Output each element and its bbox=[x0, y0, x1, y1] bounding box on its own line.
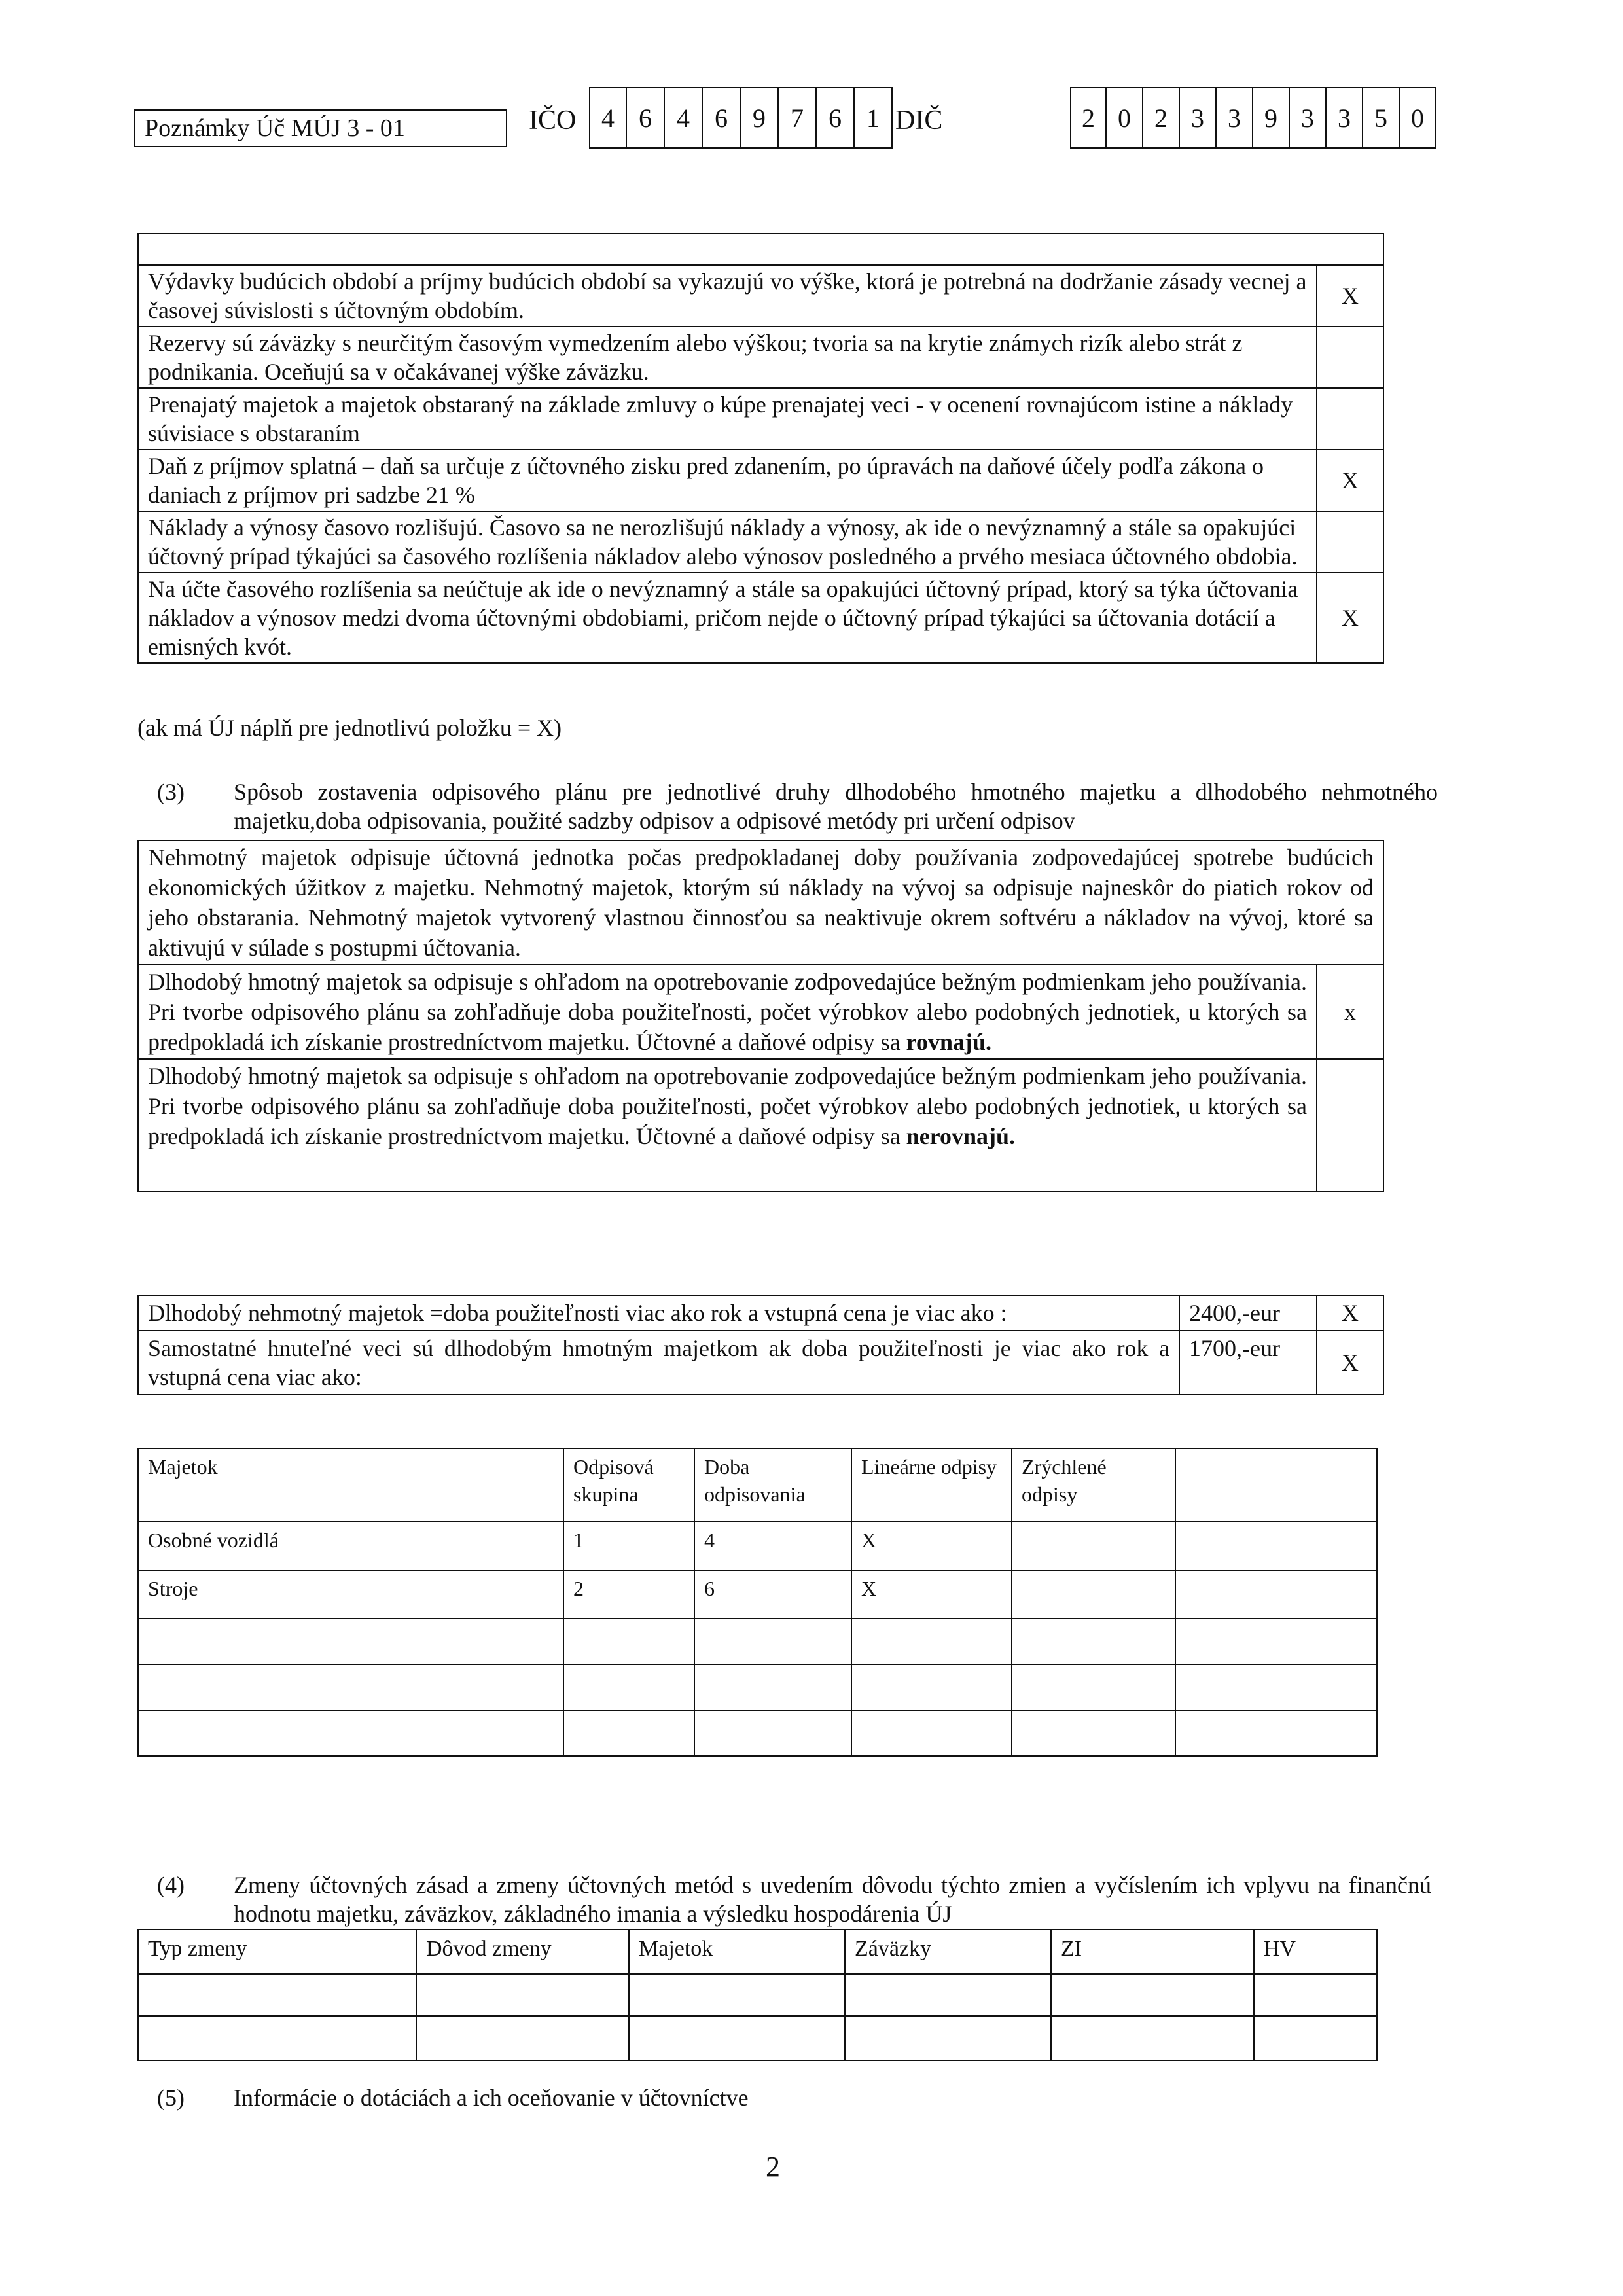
dic-digit: 0 bbox=[1107, 87, 1143, 149]
asset-header: Majetok bbox=[138, 1448, 563, 1522]
asset-header: Odpisová skupina bbox=[563, 1448, 694, 1522]
depreciation-text-body: Dlhodobý hmotný majetok sa odpisuje s ohľadom na opotrebovanie zodpovedajúce bežným podmienkam jeho používania. Pri tvorbe odpisového plánu sa zohľadňuje doba použiteľnosti, počet výrobkov alebo podobných jednotiek, u ktorých sa predpokladá ich získanie prostredníctvom majetku. Účtovné a daňové odpisy sa bbox=[148, 1063, 1307, 1149]
depreciation-table bbox=[137, 840, 1384, 1192]
table-header-row bbox=[138, 1448, 1377, 1522]
dic-digit: 0 bbox=[1400, 87, 1436, 149]
asset-cell bbox=[1012, 1710, 1175, 1756]
table-row bbox=[138, 965, 1383, 1059]
table-header-row bbox=[138, 1929, 1377, 1974]
depreciation-text-body: Nehmotný majetok odpisuje účtovná jednotka počas predpokladanej doby používania zodpovedajúcej spotrebe budúcich ekonomických úžitkov z majetku. Nehmotný majetok, ktorým sú náklady na vývoj sa odpisuje najneskôr do piatich rokov od jeho obstarania. Nehmotný majetok vytvorený vlastnou činnosťou sa neaktivuje okrem softvéru a nákladov na vývoj, ktoré sa aktivujú v súlade s postupmi účtovania. bbox=[148, 844, 1374, 961]
table-row bbox=[138, 2016, 1377, 2060]
section4-heading: Zmeny účtovných zásad a zmeny účtovných metód s uvedením dôvodu týchto zmien a vyčíslením ich vplyvu na finančnú hodnotu majetku, záväzkov, základného imania a výsledku hospodárenia ÚJ bbox=[234, 1872, 1431, 1927]
ico-digits bbox=[589, 87, 893, 149]
asset-header: Doba odpisovania bbox=[694, 1448, 851, 1522]
asset-cell: 4 bbox=[694, 1522, 851, 1570]
asset-cell: 2 bbox=[563, 1570, 694, 1619]
ico-digit: 6 bbox=[817, 87, 855, 149]
asset-cell bbox=[1012, 1522, 1175, 1570]
asset-cell: Osobné vozidlá bbox=[138, 1522, 563, 1570]
dic-digit: 2 bbox=[1143, 87, 1180, 149]
changes-cell bbox=[1254, 2016, 1377, 2060]
policy-text: Výdavky budúcich období a príjmy budúcich období sa vykazujú vo výške, ktorá je potrebná na dodržanie zásady vecnej a časovej súvislosti s účtovným obdobím. bbox=[138, 265, 1317, 327]
asset-cell bbox=[1175, 1522, 1377, 1570]
changes-cell bbox=[629, 1974, 845, 2016]
ico-digit: 4 bbox=[589, 87, 627, 149]
changes-header: Typ zmeny bbox=[138, 1929, 416, 1974]
ico-digit: 9 bbox=[741, 87, 779, 149]
asset-cell bbox=[851, 1619, 1012, 1664]
depreciation-text bbox=[138, 1059, 1317, 1191]
policies-note: (ak má ÚJ náplň pre jednotlivú položku = X) bbox=[137, 715, 562, 741]
asset-cell bbox=[563, 1664, 694, 1710]
table-row bbox=[138, 1974, 1377, 2016]
table-row bbox=[138, 1570, 1377, 1619]
dic-digit: 9 bbox=[1253, 87, 1290, 149]
asset-cell bbox=[563, 1710, 694, 1756]
table-row bbox=[138, 1059, 1383, 1191]
asset-cell bbox=[1175, 1710, 1377, 1756]
asset-cell: 6 bbox=[694, 1570, 851, 1619]
asset-cell bbox=[851, 1710, 1012, 1756]
dic-digits bbox=[1070, 87, 1436, 149]
changes-table bbox=[137, 1929, 1378, 2061]
table-row bbox=[138, 327, 1383, 388]
asset-header: Zrýchlené odpisy bbox=[1012, 1448, 1175, 1522]
depreciation-mark bbox=[1317, 1059, 1383, 1191]
changes-header: Dôvod zmeny bbox=[416, 1929, 629, 1974]
ico-digit: 6 bbox=[703, 87, 741, 149]
changes-cell bbox=[845, 2016, 1051, 2060]
depreciation-text-emphasis: rovnajú. bbox=[906, 1029, 992, 1055]
asset-cell: X bbox=[851, 1570, 1012, 1619]
threshold-text: Dlhodobý nehmotný majetok =doba použiteľnosti viac ako rok a vstupná cena je viac ako : bbox=[138, 1295, 1179, 1331]
threshold-mark: X bbox=[1317, 1331, 1383, 1395]
page-number: 2 bbox=[766, 2151, 780, 2183]
policy-mark: X bbox=[1317, 573, 1383, 663]
table-row bbox=[138, 511, 1383, 573]
dic-label: DIČ bbox=[895, 105, 943, 135]
table-row bbox=[138, 840, 1383, 965]
table-row bbox=[138, 1295, 1383, 1331]
table-row bbox=[138, 265, 1383, 327]
asset-cell bbox=[694, 1710, 851, 1756]
dic-digit: 3 bbox=[1327, 87, 1363, 149]
asset-cell bbox=[1012, 1664, 1175, 1710]
threshold-mark: X bbox=[1317, 1295, 1383, 1331]
depreciation-text-body: Dlhodobý hmotný majetok sa odpisuje s ohľadom na opotrebovanie zodpovedajúce bežným podmienkam jeho používania. Pri tvorbe odpisového plánu sa zohľadňuje doba použiteľnosti, počet výrobkov alebo podobných jednotiek, u ktorých sa predpokladá ich získanie prostredníctvom majetku. Účtovné a daňové odpisy sa bbox=[148, 969, 1307, 1055]
threshold-value: 2400,-eur bbox=[1179, 1295, 1317, 1331]
section3-number: (3) bbox=[157, 779, 185, 805]
table-row bbox=[138, 1522, 1377, 1570]
changes-cell bbox=[416, 1974, 629, 2016]
section5-number: (5) bbox=[157, 2085, 185, 2111]
asset-cell: Stroje bbox=[138, 1570, 563, 1619]
dic-digit: 3 bbox=[1180, 87, 1217, 149]
ico-digit: 6 bbox=[627, 87, 665, 149]
policy-text: Rezervy sú záväzky s neurčitým časovým vymedzením alebo výškou; tvoria sa na krytie známych rizík alebo strát z podnikania. Oceňujú sa v očakávanej výške záväzku. bbox=[138, 327, 1317, 388]
table-row bbox=[138, 1331, 1383, 1395]
ico-label: IČO bbox=[529, 105, 577, 135]
policy-mark bbox=[1317, 327, 1383, 388]
policy-mark: X bbox=[1317, 450, 1383, 511]
asset-cell bbox=[138, 1710, 563, 1756]
section3-heading: Spôsob zostavenia odpisového plánu pre jednotlivé druhy dlhodobého hmotného majetku a dlhodobého nehmotného majetku,doba odpisovania, použité sadzby odpisov a odpisové metódy pri určení odpisov bbox=[234, 779, 1438, 834]
section5-heading: Informácie o dotáciách a ich oceňovanie v účtovníctve bbox=[234, 2085, 749, 2111]
asset-cell bbox=[694, 1619, 851, 1664]
asset-cell bbox=[1175, 1619, 1377, 1664]
threshold-table bbox=[137, 1295, 1384, 1395]
policy-text: Náklady a výnosy časovo rozlišujú. Časovo sa ne nerozlišujú náklady a výnosy, ak ide o nevýznamný a stále sa opakujúci účtovný prípad týkajúci sa časového rozlíšenia nákladov alebo výnosov posledného a prvého mesiaca účtovného obdobia. bbox=[138, 511, 1317, 573]
asset-cell bbox=[1175, 1664, 1377, 1710]
depreciation-text-emphasis: nerovnajú. bbox=[906, 1123, 1016, 1149]
dic-digit: 3 bbox=[1217, 87, 1253, 149]
asset-cell bbox=[851, 1664, 1012, 1710]
changes-header: Majetok bbox=[629, 1929, 845, 1974]
asset-cell bbox=[138, 1619, 563, 1664]
section4-number: (4) bbox=[157, 1872, 185, 1898]
depreciation-mark: x bbox=[1317, 965, 1383, 1059]
dic-digit: 3 bbox=[1290, 87, 1327, 149]
asset-cell: 1 bbox=[563, 1522, 694, 1570]
table-row bbox=[138, 573, 1383, 663]
asset-table bbox=[137, 1448, 1378, 1757]
table-row bbox=[138, 1664, 1377, 1710]
table-row bbox=[138, 1619, 1377, 1664]
depreciation-text bbox=[138, 965, 1317, 1059]
depreciation-text bbox=[138, 840, 1383, 965]
policies-table-top bbox=[137, 233, 1384, 266]
ico-digit: 1 bbox=[855, 87, 893, 149]
changes-cell bbox=[1254, 1974, 1377, 2016]
changes-cell bbox=[138, 1974, 416, 2016]
changes-cell bbox=[629, 2016, 845, 2060]
policy-mark: X bbox=[1317, 265, 1383, 327]
changes-header: HV bbox=[1254, 1929, 1377, 1974]
table-row bbox=[138, 388, 1383, 450]
asset-cell bbox=[694, 1664, 851, 1710]
asset-cell bbox=[1175, 1570, 1377, 1619]
asset-header: Lineárne odpisy bbox=[851, 1448, 1012, 1522]
ico-digit: 4 bbox=[665, 87, 703, 149]
ico-digit: 7 bbox=[779, 87, 817, 149]
threshold-value: 1700,-eur bbox=[1179, 1331, 1317, 1395]
asset-cell bbox=[1012, 1570, 1175, 1619]
dic-digit: 5 bbox=[1363, 87, 1400, 149]
table-row bbox=[138, 450, 1383, 511]
asset-cell bbox=[1012, 1619, 1175, 1664]
table-row bbox=[138, 1710, 1377, 1756]
asset-header bbox=[1175, 1448, 1377, 1522]
policy-text: Na účte časového rozlíšenia sa neúčtuje ak ide o nevýznamný a stále sa opakujúci účtovný prípad, ktorý sa týka účtovania nákladov a výnosov medzi dvoma účtovnými obdobiami, pričom nejde o účtovný prípad týkajúci sa účtovania dotácií a emisných kvót. bbox=[138, 573, 1317, 663]
changes-header: Záväzky bbox=[845, 1929, 1051, 1974]
policies-table bbox=[137, 264, 1384, 664]
threshold-text: Samostatné hnuteľné veci sú dlhodobým hmotným majetkom ak doba použiteľnosti je viac ako rok a vstupná cena viac ako: bbox=[138, 1331, 1179, 1395]
dic-digit: 2 bbox=[1070, 87, 1107, 149]
changes-cell bbox=[416, 2016, 629, 2060]
form-title: Poznámky Úč MÚJ 3 - 01 bbox=[134, 109, 507, 147]
asset-cell bbox=[138, 1664, 563, 1710]
changes-cell bbox=[1051, 1974, 1254, 2016]
changes-cell bbox=[845, 1974, 1051, 2016]
policy-text: Prenajatý majetok a majetok obstaraný na základe zmluvy o kúpe prenajatej veci - v ocenení rovnajúcom istine a náklady súvisiace s obstaraním bbox=[138, 388, 1317, 450]
changes-header: ZI bbox=[1051, 1929, 1254, 1974]
policy-mark bbox=[1317, 388, 1383, 450]
changes-cell bbox=[138, 2016, 416, 2060]
changes-cell bbox=[1051, 2016, 1254, 2060]
asset-cell: X bbox=[851, 1522, 1012, 1570]
policy-text: Daň z príjmov splatná – daň sa určuje z účtovného zisku pred zdanením, po úpravách na daňové účely podľa zákona o daniach z príjmov pri sadzbe 21 % bbox=[138, 450, 1317, 511]
asset-cell bbox=[563, 1619, 694, 1664]
policy-mark bbox=[1317, 511, 1383, 573]
